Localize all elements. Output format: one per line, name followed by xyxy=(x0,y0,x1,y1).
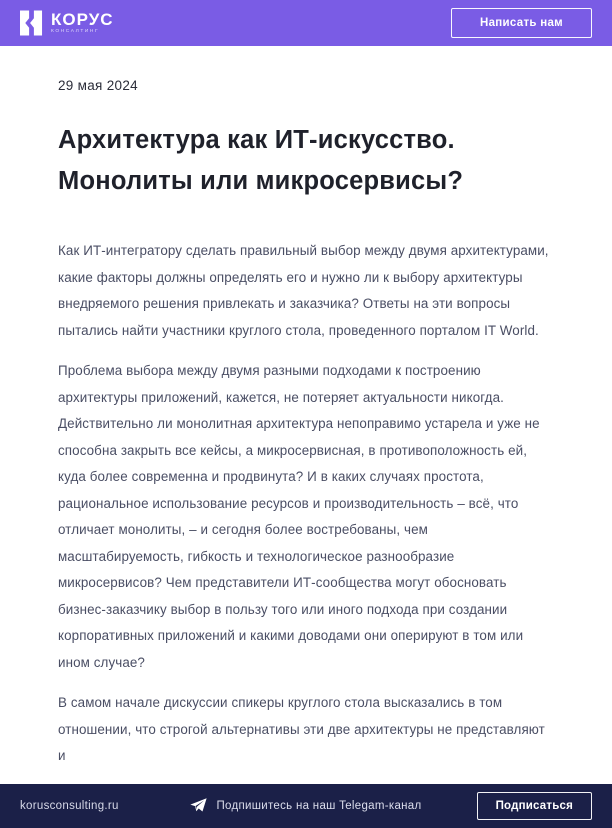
telegram-promo-text: Подпишитесь на наш Telegam-канал xyxy=(216,799,422,812)
article-title-line-1: Архитектура как ИТ-искусство. xyxy=(58,126,455,154)
site-footer xyxy=(0,784,612,828)
article-paragraph: В самом начале дискуссии спикеры круглого стола высказались в том отношении, что строгой альтернативы эти две архитектуры не представляют и xyxy=(58,695,545,763)
site-header xyxy=(0,0,612,46)
logo-text-block xyxy=(51,11,114,35)
logo-wordmark: КОРУС xyxy=(51,10,114,30)
logo-subtext: КОНСАЛТИНГ xyxy=(51,29,100,35)
article xyxy=(0,46,612,784)
telegram-promo xyxy=(190,798,421,813)
article-date: 29 мая 2024 xyxy=(58,78,138,93)
article-title xyxy=(58,120,556,202)
site-url-link[interactable]: korusconsulting.ru xyxy=(20,799,119,812)
article-paragraph: Как ИТ-интегратору сделать правильный выбор между двумя архитектурами, какие факторы должны определять его и нужно ли к выбору архитектуры внедряемого решения привлекать и заказчика? Ответы на эти вопросы пытались найти участники круглого стола, проведенного порталом IT World. xyxy=(58,243,549,338)
subscribe-button[interactable]: Подписаться xyxy=(477,792,592,820)
article-paragraph: Проблема выбора между двумя разными подходами к построению архитектуры приложений, кажется, не потеряет актуальности никогда. Действительно ли монолитная архитектура непоправимо устарела и уже не способна закрыть все кейсы, а микросервисная, в противоположность ей, куда более современна и продвинута? И в каких случаях простота, рациональное использование ресурсов и производительность – всё, что отличает монолиты, – и сегодня более востребованы, чем масштабируемость, гибкость и технологическое разнообразие микросервисов? Чем представители ИТ-сообщества могут обосновать бизнес-заказчику выбор в пользу того или иного подхода при создании корпоративных приложений и какими доводами они оперируют в том или ином случае? xyxy=(58,363,540,670)
telegram-icon xyxy=(190,798,207,813)
korus-logo[interactable] xyxy=(20,10,114,36)
korus-logo-icon xyxy=(20,10,43,36)
contact-button[interactable]: Написать нам xyxy=(451,8,592,38)
article-title-line-2: Монолиты или микросервисы? xyxy=(58,167,464,195)
